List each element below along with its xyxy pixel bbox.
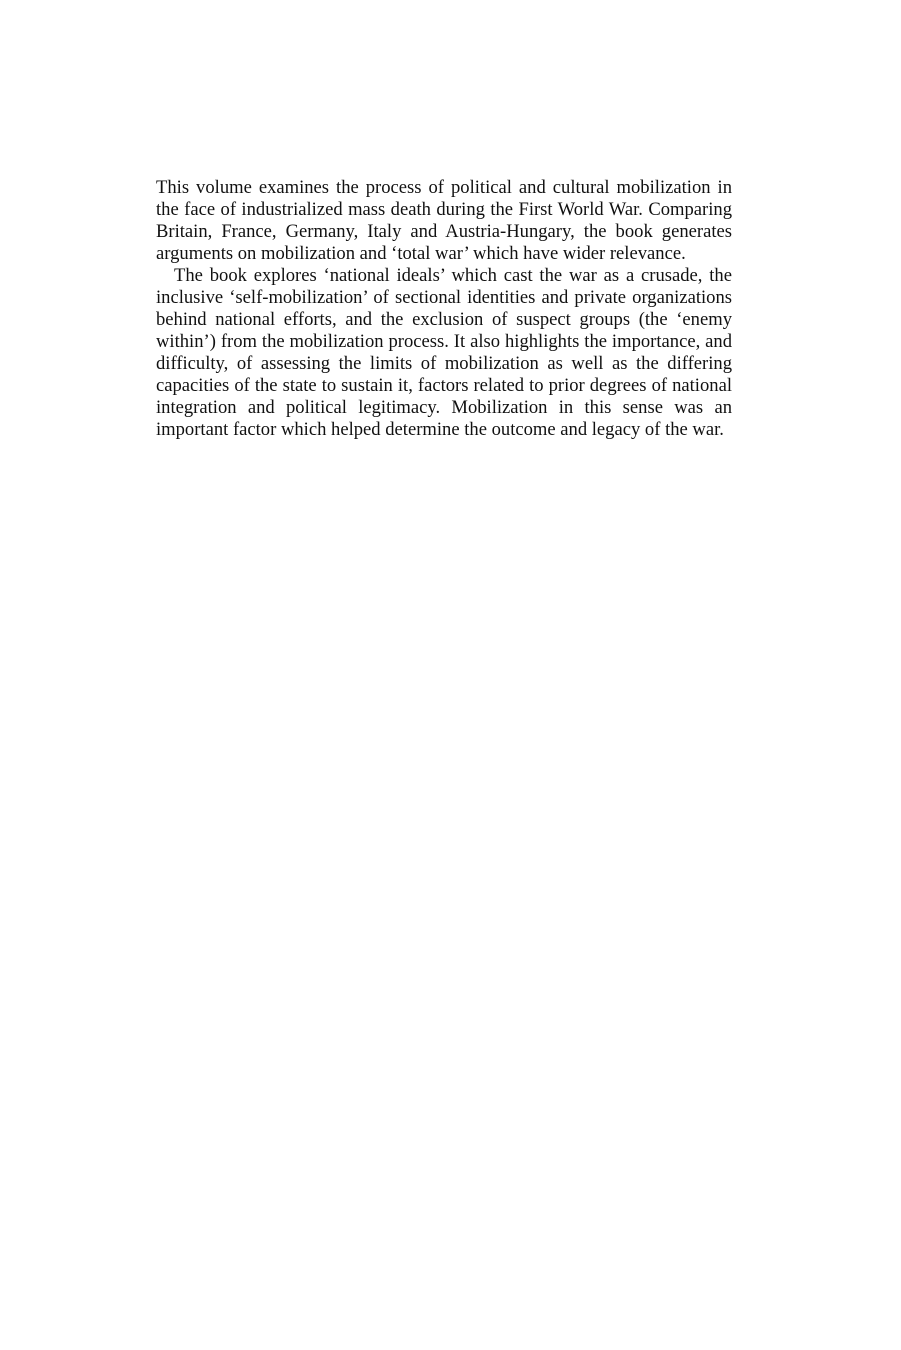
description-paragraph-2: The book explores ‘national ideals’ which cast the war as a crusade, the inclusive ‘self-mobilization’ of sectional identities and private organizations behind national efforts, and the exclusion of suspect groups (the ‘enemy within’) from the mobilization process. It also highlights the importance, and difficulty, of assessing the limits of mobilization as well as the differing capacities of the state to sustain it, factors related to prior degrees of national integration and political legitimacy. Mobilization in this sense was an important factor which helped determine the outcome and legacy of the war. bbox=[156, 265, 732, 440]
description-paragraph-1: This volume examines the process of political and cultural mobilization in the face of industrialized mass death during the First World War. Comparing Britain, France, Germany, Italy and Austria-Hungary, the book generates arguments on mobilization and ‘total war’ which have wider relevance. bbox=[156, 177, 732, 264]
book-description bbox=[156, 177, 732, 441]
